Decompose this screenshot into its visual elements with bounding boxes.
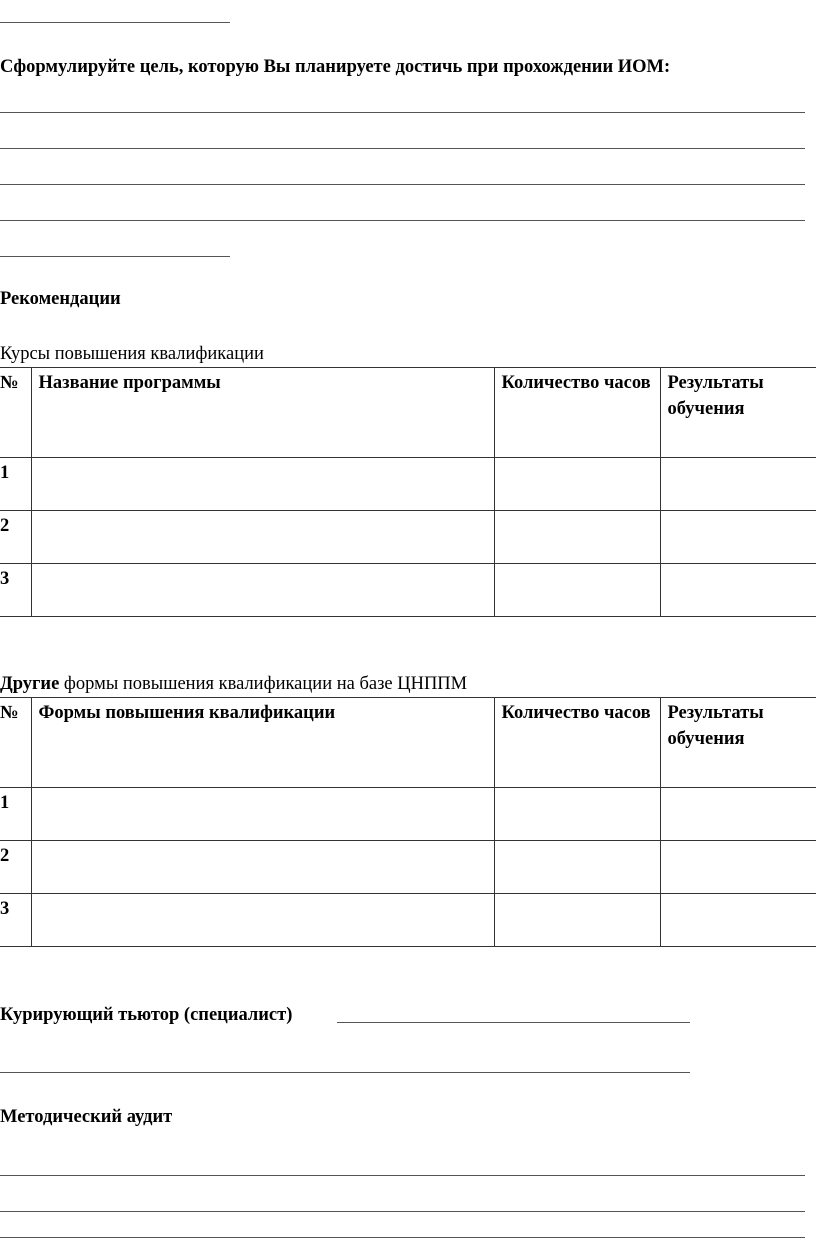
row-number: 3 xyxy=(0,564,31,617)
hours-cell[interactable] xyxy=(494,894,660,947)
table-row xyxy=(0,894,816,947)
tutor-label: Курирующий тьютор (специалист) xyxy=(0,1005,293,1025)
results-cell[interactable] xyxy=(660,564,816,617)
column-header-number: № xyxy=(0,368,31,458)
table-row xyxy=(0,511,816,564)
audit-fill-line-1[interactable] xyxy=(0,1175,805,1176)
form-name-cell[interactable] xyxy=(31,894,494,947)
courses-caption: Курсы повышения квалификации xyxy=(0,344,264,364)
row-number: 1 xyxy=(0,788,31,841)
audit-heading: Методический аудит xyxy=(0,1107,173,1127)
program-name-cell[interactable] xyxy=(31,511,494,564)
goal-fill-line-short[interactable] xyxy=(0,256,230,257)
courses-table-header xyxy=(0,368,816,458)
column-header-hours: Количество часов xyxy=(494,368,660,458)
goal-fill-line-2[interactable] xyxy=(0,148,805,149)
goal-fill-line-1[interactable] xyxy=(0,112,805,113)
table-row xyxy=(0,458,816,511)
form-name-cell[interactable] xyxy=(31,788,494,841)
audit-fill-line-3[interactable] xyxy=(0,1237,805,1238)
other-forms-caption xyxy=(0,673,467,695)
program-name-cell[interactable] xyxy=(31,458,494,511)
table-row xyxy=(0,788,816,841)
hours-cell[interactable] xyxy=(494,458,660,511)
table-row xyxy=(0,841,816,894)
results-cell[interactable] xyxy=(660,841,816,894)
goal-heading: Сформулируйте цель, которую Вы планируете достичь при прохождении ИОМ: xyxy=(0,57,671,77)
results-cell[interactable] xyxy=(660,894,816,947)
column-header-results: Результаты обучения xyxy=(660,368,816,458)
hours-cell[interactable] xyxy=(494,511,660,564)
row-number: 1 xyxy=(0,458,31,511)
hours-cell[interactable] xyxy=(494,841,660,894)
program-name-cell[interactable] xyxy=(31,564,494,617)
goal-fill-line-3[interactable] xyxy=(0,184,805,185)
column-header-forms: Формы повышения квалификации xyxy=(31,698,494,788)
results-cell[interactable] xyxy=(660,788,816,841)
goal-fill-line-4[interactable] xyxy=(0,220,805,221)
courses-table xyxy=(0,367,816,617)
hours-cell[interactable] xyxy=(494,788,660,841)
row-number: 3 xyxy=(0,894,31,947)
column-header-program-name: Название программы xyxy=(31,368,494,458)
row-number: 2 xyxy=(0,511,31,564)
column-header-results: Результаты обучения xyxy=(660,698,816,788)
other-forms-table-header xyxy=(0,698,816,788)
table-row xyxy=(0,564,816,617)
tutor-fill-line[interactable] xyxy=(337,1022,690,1023)
form-name-cell[interactable] xyxy=(31,841,494,894)
hours-cell[interactable] xyxy=(494,564,660,617)
tutor-fill-line-2[interactable] xyxy=(0,1072,690,1073)
other-forms-caption-bold: Другие xyxy=(0,674,60,694)
column-header-hours: Количество часов xyxy=(494,698,660,788)
other-forms-caption-rest: формы повышения квалификации на базе ЦНППМ xyxy=(59,674,468,694)
column-header-number: № xyxy=(0,698,31,788)
other-forms-table xyxy=(0,697,816,947)
row-number: 2 xyxy=(0,841,31,894)
results-cell[interactable] xyxy=(660,458,816,511)
audit-fill-line-2[interactable] xyxy=(0,1211,805,1212)
results-cell[interactable] xyxy=(660,511,816,564)
top-short-fill-line[interactable] xyxy=(0,22,230,23)
recommendations-heading: Рекомендации xyxy=(0,289,121,309)
